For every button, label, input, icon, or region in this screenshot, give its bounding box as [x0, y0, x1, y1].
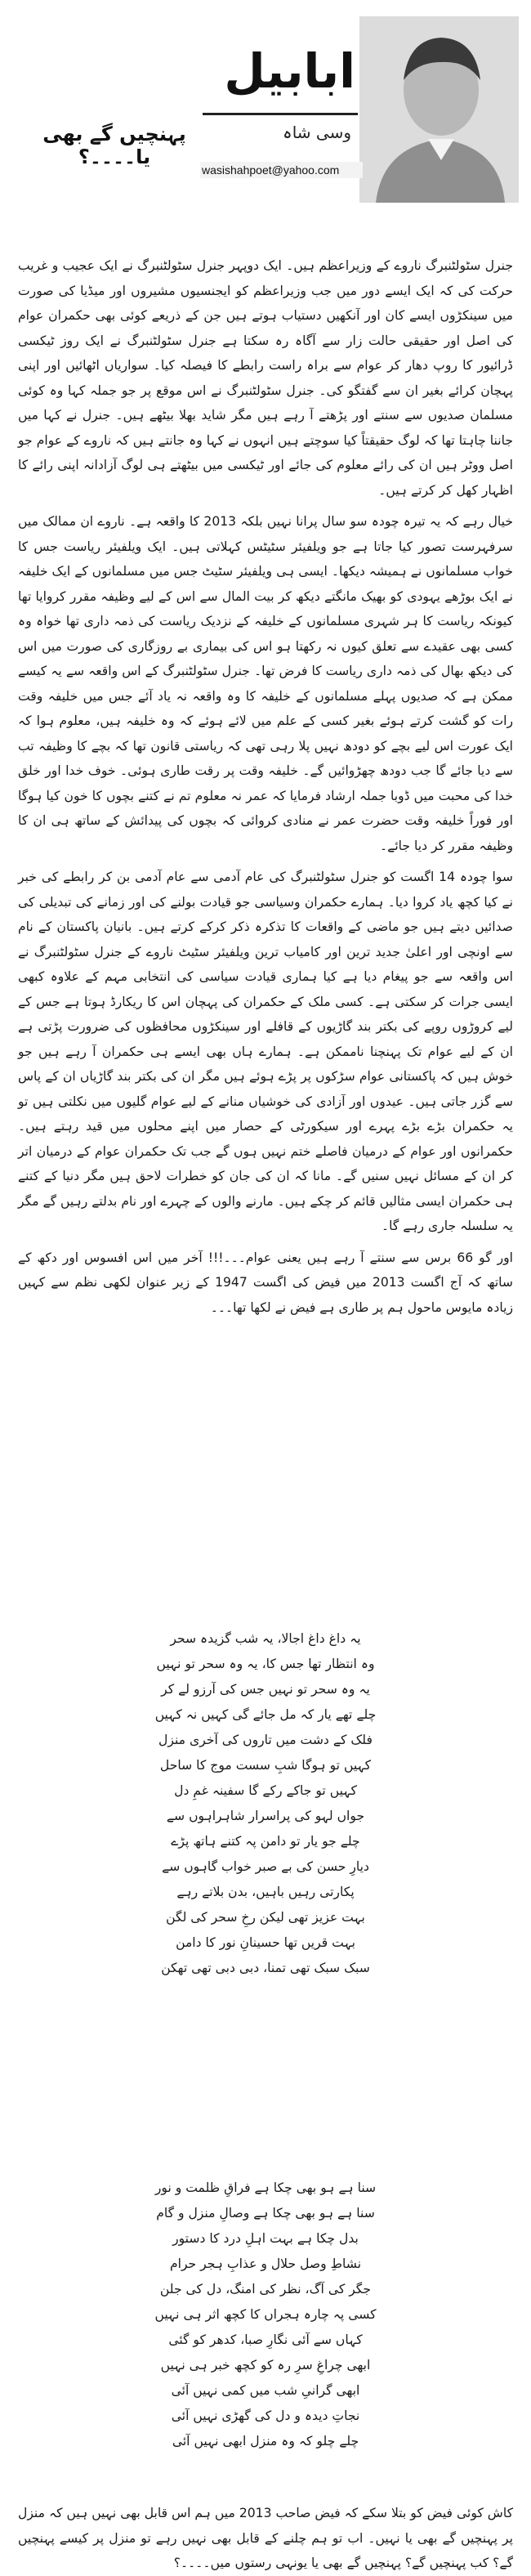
poem-verse: چلے جو یار تو دامن پہ کتنے ہاتھ پڑے	[171, 1834, 360, 1849]
poem-verse: نشاطِ وصل حلال و عذابِ ہجر حرام	[169, 2256, 362, 2271]
closing-paragraph: کاش کوئی فیض کو بتلا سکے کہ فیض صاحب 2013 میں ہم اس قابل بھی نہیں ہیں کہ منزل پر پہنچیں گے بھی یا نہیں۔ اب تو ہم چلنے کے قابل بھی نہیں رہے تو منزل پر کیسے پہنچیں گے؟ کب پہنچیں گے؟ پہنچیں گے بھی یا یونہی رستوں میں۔۔۔۔؟	[18, 2506, 513, 2570]
poem-verse: فلک کے دشت میں تاروں کی آخری منزل	[158, 1733, 373, 1747]
poem-verse: چلے چلو کہ وہ منزل ابھی نہیں آئی	[172, 2434, 359, 2449]
body-paragraph: جنرل سٹولٹنبرگ ناروے کے وزیراعظم ہیں۔ ایک دوپہر جنرل سٹولٹنبرگ نے ایک عجیب و غریب حرکت کی کہ ایک ایسے دور میں جب وزیراعظم کو ایجنسیوں مشیروں اور میڈیا کی صورت میں سینکڑوں ایسے کان اور آنکھیں دستیاب ہوتے ہیں جن کے ذریعے کوئی بھی حکمران عوام کی اصل اور حقیقی حالت زار سے آگاہ رہ سکتا ہے جنرل سٹولٹنبرگ نے ایک روز ٹیکسی ڈرائیور کا روپ دھار کر عوام سے براہ راست رابطے کا فیصلہ کیا۔ سواریاں اٹھائیں اور اپنی پہچان کرائے بغیر ان سے گفتگو کی۔ جنرل سٹولٹنبرگ نے اس موقع پر جو جملہ کہا وہ کوئی مسلمان صدیوں سے سنتے اور پڑھتے آ رہے ہیں مگر شاید بھلا بیٹھے ہیں۔ جنرل نے کہا میں جاننا چاہتا تھا کہ لوگ حقیقتاً کیا سوچتے ہیں انہوں نے کہا وہ جانتے ہیں کہ ناروے کے عوام جو اصل ووٹر ہیں ان کی رائے معلوم کی جائے اور ٹیکسی میں بیٹھتے ہی لوگ آزادانہ اپنی رائے کا اظہار کھل کر کرتے ہیں۔	[18, 258, 513, 498]
author-portrait-icon	[359, 16, 519, 203]
poem-verse: بدل چکا ہے بہت اہلِ درد کا دستور	[172, 2231, 359, 2246]
poem-verse: سبک سبک تھی تمنا، دبی دبی تھی تھکن	[161, 1961, 370, 1975]
column-body	[18, 253, 513, 1326]
author-email: wasishahpoet@yahoo.com	[200, 162, 363, 178]
masthead-rule	[203, 113, 358, 115]
poem-stanza-2	[98, 2176, 433, 2454]
poem-verse: بہت قریں تھا حسینانِ نور کا دامن	[176, 1935, 355, 1950]
poem-verse: چلے تھے یار کہ مل جائے گی کہیں نہ کہیں	[154, 1707, 377, 1722]
poem-verse: سنا ہے ہو بھی چکا ہے فراقِ ظلمت و نور	[154, 2180, 377, 2195]
poem-verse: سنا ہے ہو بھی چکا ہے وصالِ منزل و گام	[156, 2206, 375, 2220]
column-masthead: ابابیل	[224, 43, 355, 99]
poem-verse: جواں لہو کی پراسرار شاہراہوں سے	[166, 1809, 365, 1823]
poem-verse: نجاتِ دیدہ و دل کی گھڑی نہیں آئی	[171, 2408, 360, 2423]
poem-verse: جگر کی آگ، نظر کی امنگ، دل کی جلن	[159, 2282, 372, 2296]
poem-stanza-1	[98, 1626, 433, 1981]
body-paragraph: اور گو 66 برس سے سنتے آ رہے ہیں یعنی عوام۔۔۔!!! آخر میں اس افسوس اور دکھ کے ساتھ کہ آج اگست 2013 میں فیض کی اگست 1947 کے زیر عنوان لکھی نظم سے کہیں زیادہ مایوس ماحول ہم پر طاری ہے فیض نے لکھا تھا۔۔۔	[18, 1250, 513, 1315]
poem-verse: کسی پہ چارہ ہجراں کا کچھ اثر ہی نہیں	[154, 2307, 377, 2322]
poem-verse: کہیں تو ہوگا شبِ سست موج کا ساحل	[159, 1758, 372, 1773]
poem-verse: یہ داغ داغ اجالا، یہ شب گزیدہ سحر	[170, 1631, 361, 1646]
poem-verse: یہ وہ سحر تو نہیں جس کی آرزو لے کر	[161, 1682, 370, 1697]
body-paragraph: خیال رہے کہ یہ تیرہ چودہ سو سال پرانا نہیں بلکہ 2013 کا واقعہ ہے۔ ناروے ان ممالک میں سرفہرست تصور کیا جاتا ہے جو ویلفیئر سٹیٹس کہلاتی ہیں۔ ایک ویلفیئر ریاست جس کا خواب مسلمانوں نے ہمیشہ دیکھا۔ ایسی ہی ویلفیئر سٹیٹ جس میں مسلمانوں کے ایک خلیفہ نے ایک بوڑھے یہودی کو بھیک مانگتے دیکھ کر بیت المال سے اس کے لیے وظیفہ مقرر کروایا تھا کیونکہ ریاست کا ہر شہری مسلمانوں کے خلیفہ کے نزدیک ریاست کی ذمہ داری تھا خواہ وہ کسی بھی عقیدے سے تعلق کیوں نہ رکھتا ہو اس کی بیماری بے روزگاری کی صورت میں اس کی دیکھ بھال کی ذمہ داری ریاست کا فرض تھا۔ جنرل سٹولٹنبرگ کے اس واقعہ سے یہ کیسے ممکن ہے کہ صدیوں پہلے مسلمانوں کے خلیفہ کا وہ واقعہ نہ یاد آئے جس میں خلیفہ وقت رات کو گشت کرتے ہوئے بغیر کسی کے علم میں لائے ہوئے کہ وہ خلیفہ ہیں، معلوم ہوا کہ ایک عورت اس لیے بچے کو دودھ نہیں پلا رہی تھی کہ ریاستی قانون تھا کہ بچے کا وظیفہ تب سے دیا جائے گا جب دودھ چھڑوائیں گے۔ خلیفہ وقت پر رقت طاری ہوئی۔ خوف خدا اور خلق خدا کی محبت میں ڈوبا جملہ ارشاد فرمایا کہ عمر نہ معلوم تم نے کتنے بچوں کا خون کیا ہوگا اور فوراً خلیفہ وقت حضرت عمر نے منادی کروائی کہ بچوں کی پیدائش کے ساتھ ہی ان کا وظیفہ مقرر کر دیا جائے۔	[18, 514, 514, 853]
body-paragraph: سوا چودہ 14 اگست کو جنرل سٹولٹنبرگ کی عام آدمی سے عام آدمی بن کر رابطے کی خبر نے کیا کچھ یاد کروا دیا۔ ہمارے حکمران وسیاسی جو قیادت بولنے کی اور زمانے کی تبدیلی کی صدائیں دیتے ہیں جو ماضی کے واقعات کا تذکرہ ذکر کرکے کرتے ہیں۔ بانیان پاکستان کے نام سے اونچی اور اعلیٰ جدید ترین اور کامیاب ترین ویلفیئر سٹیٹ ناروے کے جنرل سٹولٹنبرگ نے اس واقعہ سے جو پیغام دیا ہے کیا ہماری قیادت سیاسی کی انتخابی مہم کے علاوہ کبھی ایسی جرات کر سکتی ہے۔ کسی ملک کے حکمران کی پہچان اس کا ریکارڈ ہوتا ہے جس کے لیے کروڑوں روپے کی بکتر بند گاڑیوں کے قافلے اور سینکڑوں محافظوں کی ضرورت پڑتی ہے ان کے لیے عوام تک پہنچنا ناممکن ہے۔ ہمارے ہاں بھی ایسے ہی حکمران آ رہے ہیں جو خوش ہیں کہ پاکستانی عوام سڑکوں پر پڑے ہوئے ہیں مگر ان کی بکتر بند گاڑیاں ان کے پاس سے گزر جاتی ہیں۔ عیدوں اور آزادی کی خوشیاں منانے کے لیے عوام گلیوں میں نکلتی ہیں تو یہ حکمران بڑے بڑے پہرے اور سیکورٹی کے حصار میں اپنے محلوں میں قید رہتے ہیں۔ حکمرانوں اور عوام کے درمیان فاصلے ختم نہیں ہوں گے جب تک حکمران عوام کے درمیان اتر کر ان کے مسائل نہیں سنیں گے۔ مانا کہ ان کی جان کو خطرات لاحق ہیں مگر دنیا کے کتنے ہی حکمران ایسی مثالیں قائم کر چکے ہیں۔ مارنے والوں کے چہرے اور نام بدلتے رہیں گے مگر یہ سلسلہ جاری رہے گا۔	[18, 870, 513, 1233]
poem-verse: دیارِ حسن کی بے صبر خواب گاہوں سے	[162, 1859, 369, 1874]
poem-verse: ابھی چراغِ سرِ رہ کو کچھ خبر ہی نہیں	[160, 2358, 371, 2373]
poem-verse: وہ انتظار تھا جس کا، یہ وہ سحر تو نہیں	[156, 1657, 375, 1671]
author-photo	[359, 16, 519, 203]
poem-verse: کہاں سے آئی نگارِ صبا، کدھر کو گئی	[168, 2332, 363, 2347]
column-title: پہنچیں گے بھی یا۔۔۔۔؟	[42, 123, 186, 168]
poem-verse: ابھی گرانیِ شب میں کمی نہیں آئی	[171, 2383, 360, 2398]
author-name: وسی شاہ	[282, 123, 351, 142]
poem-verse: کہیں تو جاکے رکے گا سفینہ غمِ دل	[174, 1783, 357, 1798]
poem-verse: بہت عزیز تھی لیکن رخِ سحر کی لگن	[166, 1910, 365, 1925]
poem-verse: پکارتی رہیں باہیں، بدن بلاتے رہے	[176, 1885, 355, 1899]
